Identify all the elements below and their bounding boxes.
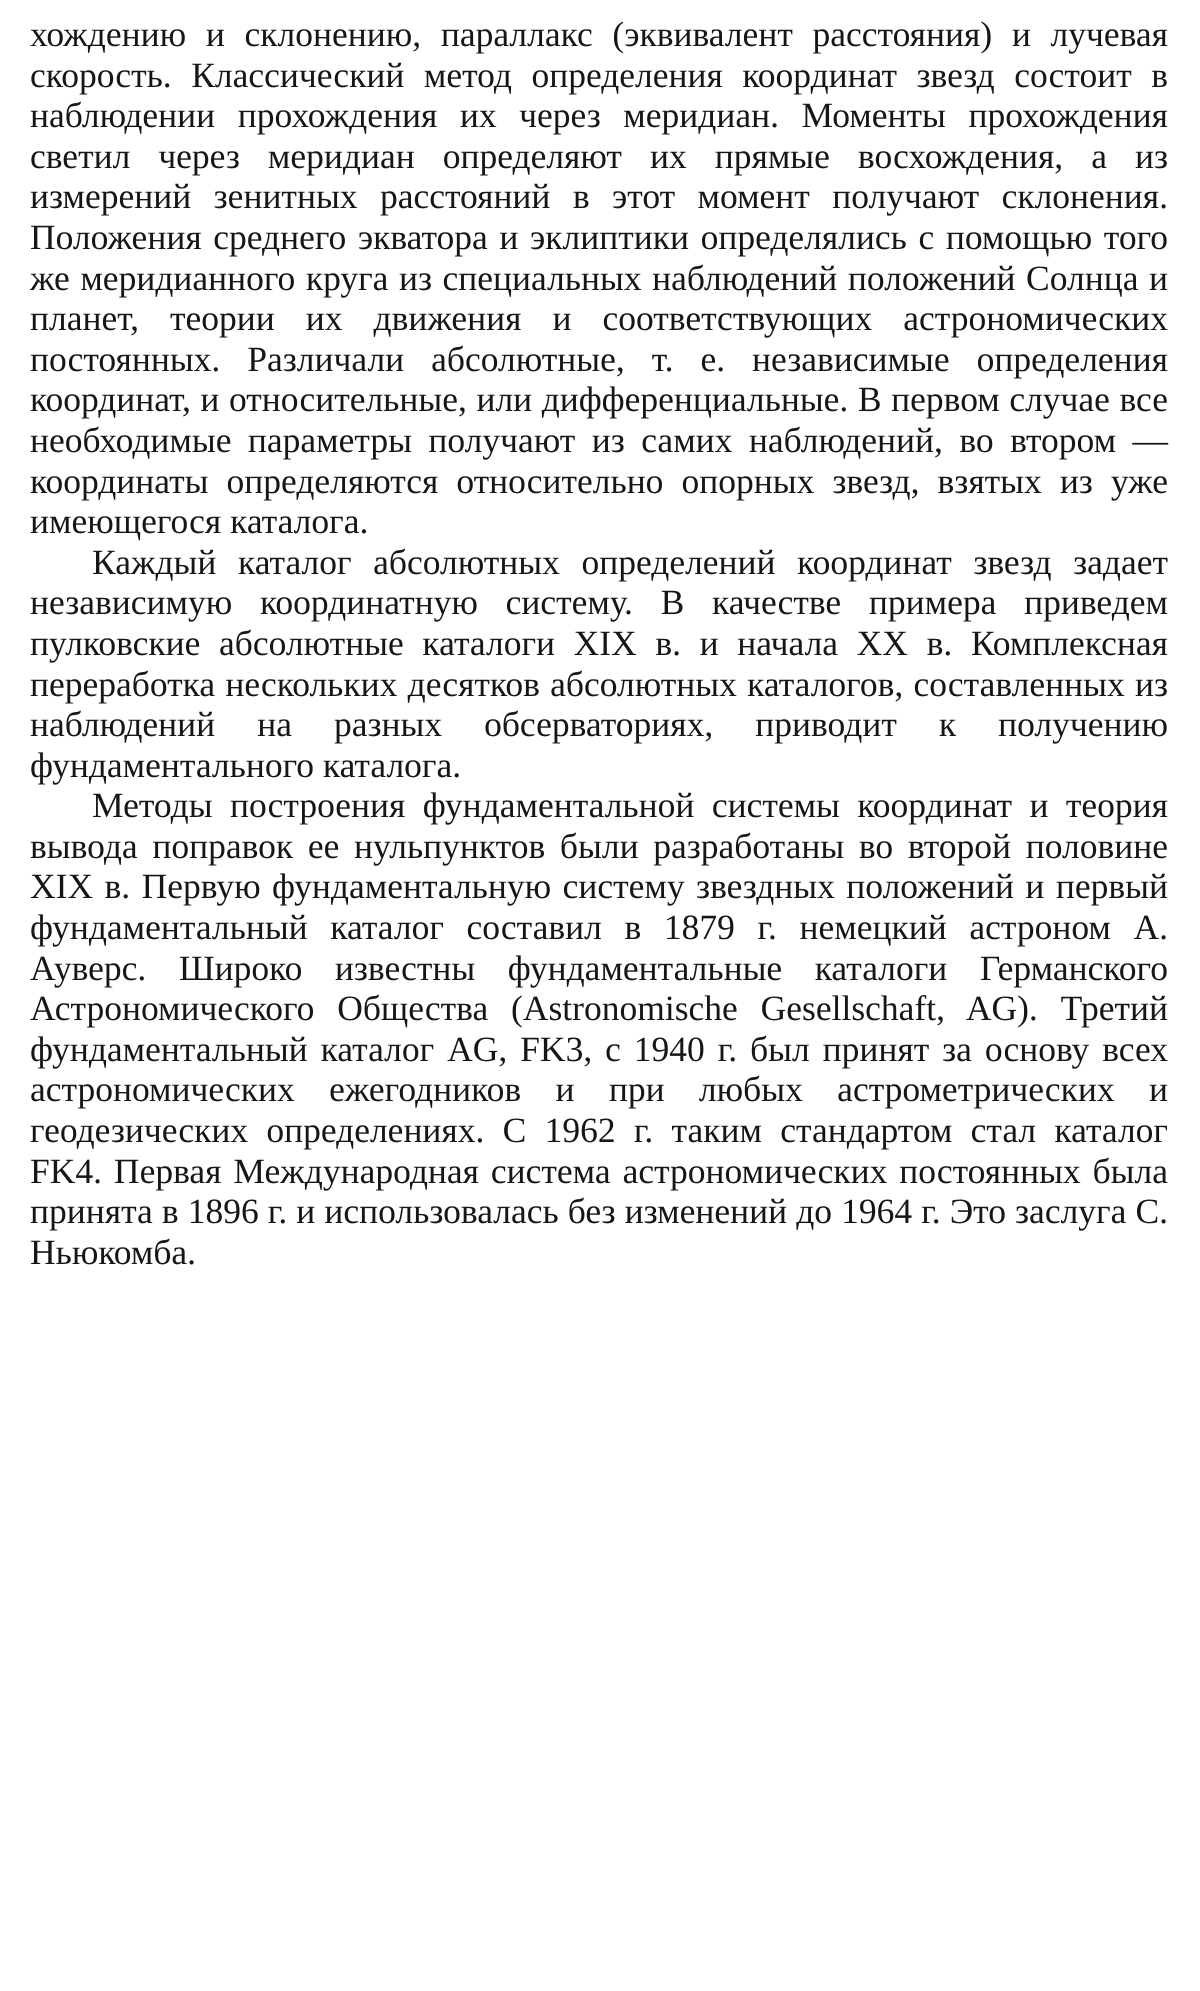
paragraph-absolute-catalogs: Каждый каталог абсолютных определений координат звезд задает независимую координатную систему. В качестве примера приведем пулковские абсолютные каталоги XIX в. и начала XX в. Комплексная переработка нескольких десятков абсолютных каталогов, составленных из наблюдений на разных обсерваториях, приводит к получению фундаментального каталога. bbox=[30, 541, 1168, 785]
paragraph-coordinates-methods: хождению и склонению, параллакс (эквивалент расстояния) и лучевая скорость. Классический метод определения координат звезд состоит в наблюдении прохождения их через меридиан. Моменты прохождения светил через меридиан определяют их прямые восхождения, а из измерений зенитных расстояний в этот момент получают склонения. Положения среднего экватора и эклиптики определялись с помощью того же меридианного круга из специальных наблюдений положений Солнца и планет, теории их движения и соответствующих астрономических постоянных. Различали абсолютные, т. е. независимые определения координат, и относительные, или дифференциальные. В первом случае все необходимые параметры получают из самих наблюдений, во втором — координаты определяются относительно опорных звезд, взятых из уже имеющегося каталога. bbox=[30, 14, 1168, 542]
document-page bbox=[30, 14, 1168, 1272]
paragraph-fundamental-system: Методы построения фундаментальной системы координат и теория вывода поправок ее нульпунктов были разработаны во второй половине XIX в. Первую фундаментальную систему звездных положений и первый фундаментальный каталог составил в 1879 г. немецкий астроном А. Ауверс. Широко известны фундаментальные каталоги Германского Астрономического Общества (Astronomische Gesellschaft, AG). Третий фундаментальный каталог AG, FK3, с 1940 г. был принят за основу всех астрономических ежегодников и при любых астрометрических и геодезических определениях. С 1962 г. таким стандартом стал каталог FK4. Первая Международная система астрономических постоянных была принята в 1896 г. и использовалась без изменений до 1964 г. Это заслуга С. Ньюкомба. bbox=[30, 785, 1168, 1272]
